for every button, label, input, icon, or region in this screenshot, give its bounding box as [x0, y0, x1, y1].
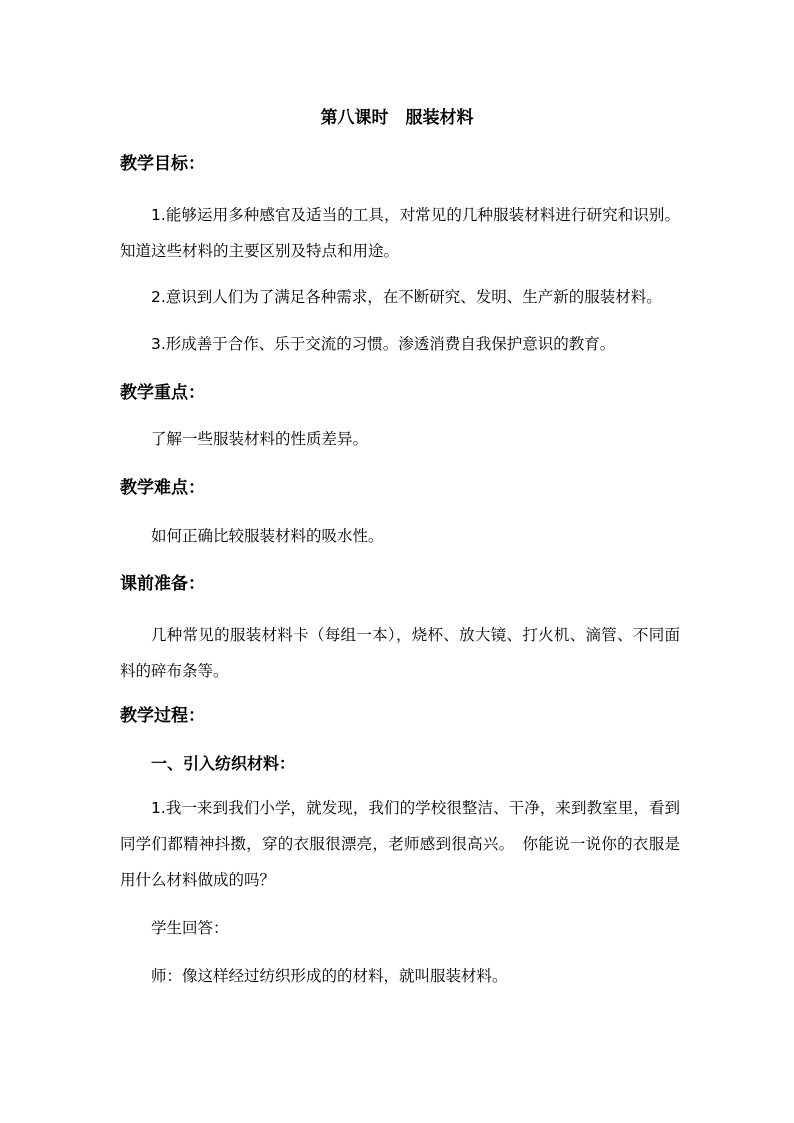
process-paragraph-1: 1.我一来到我们小学，就发现，我们的学校很整洁、干净，来到教室里，看到同学们都精神抖擞，穿的衣服很漂亮，老师感到很高兴。 你能说一说你的衣服是用什么材料做成的吗？ [120, 799, 680, 889]
objective-item-3: 3.形成善于合作、乐于交流的习惯。渗透消费自我保护意识的教育。 [151, 335, 616, 353]
objective-item-2: 2.意识到人们为了满足各种需求，在不断研究、发明、生产新的服装材料。 [151, 288, 662, 306]
process-sub-heading: 一、引入纺织材料： [151, 754, 296, 773]
process-heading: 教学过程： [120, 706, 205, 726]
objective-item-1: 1.能够运用多种感官及适当的工具，对常见的几种服装材料进行研究和识别。知道这些材料的主要区别及特点和用途。 [120, 206, 680, 260]
preparation-heading: 课前准备： [120, 574, 205, 594]
difficulties-text: 如何正确比较服装材料的吸水性。 [151, 527, 384, 545]
objectives-heading: 教学目标： [120, 154, 205, 174]
process-paragraph-3: 师：像这样经过纺织形成的的材料，就叫服装材料。 [151, 967, 508, 985]
preparation-text: 几种常见的服装材料卡（每组一本），烧杯、放大镜、打火机、滴管、不同面料的碎布条等。 [120, 626, 680, 680]
key-points-text: 了解一些服装材料的性质差异。 [151, 430, 369, 448]
process-paragraph-2: 学生回答： [151, 919, 229, 937]
page-title: 第八课时 服装材料 [320, 108, 474, 128]
difficulties-heading: 教学难点： [120, 478, 205, 498]
key-points-heading: 教学重点： [120, 383, 205, 403]
